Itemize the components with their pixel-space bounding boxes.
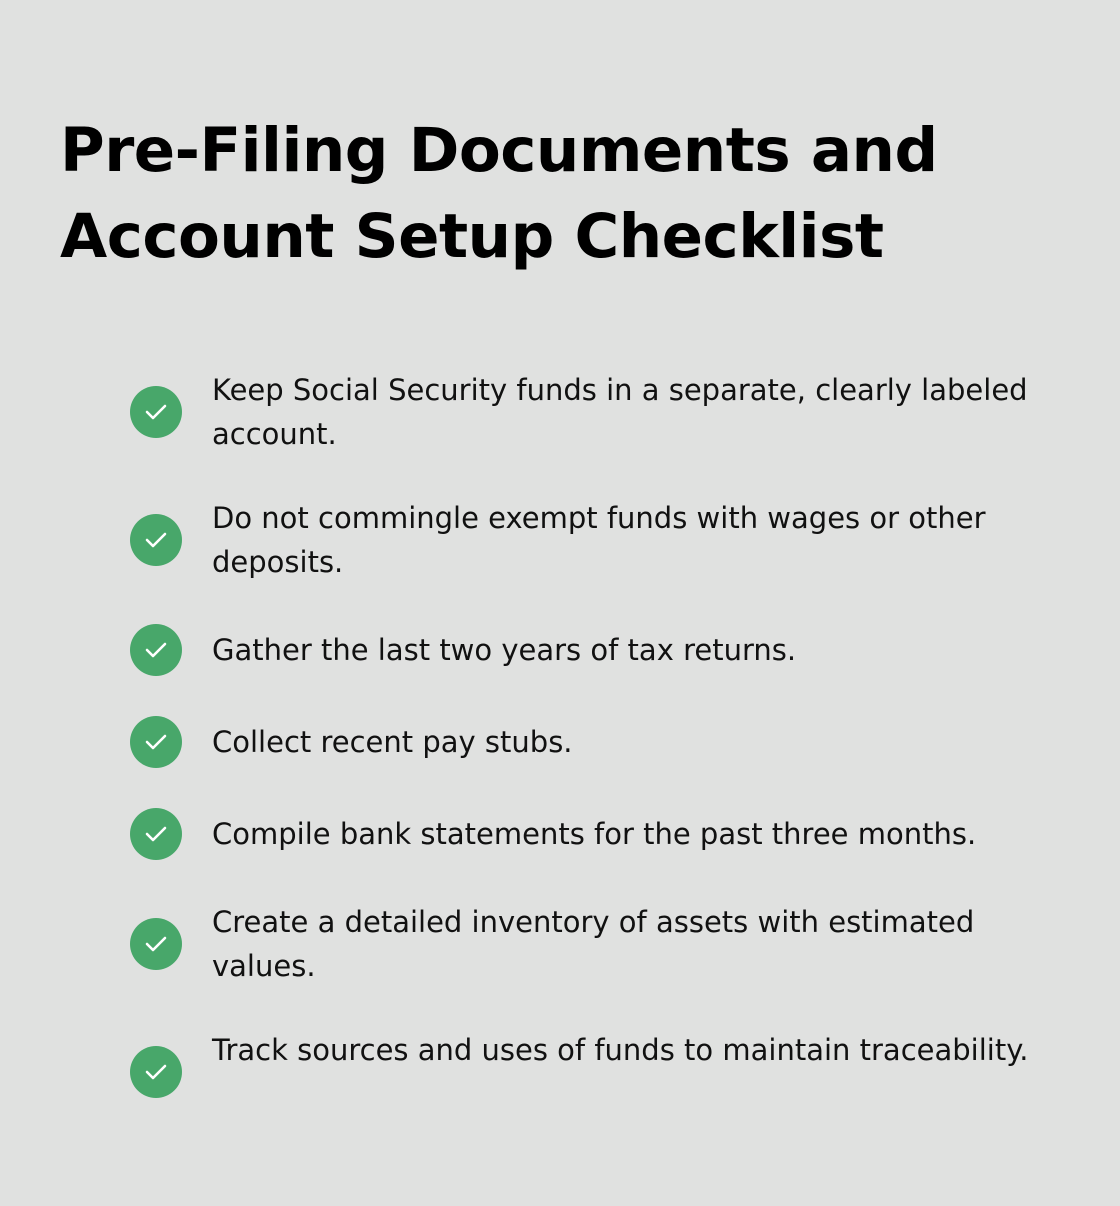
- check-icon: [130, 716, 182, 768]
- check-icon: [130, 624, 182, 676]
- check-icon: [130, 514, 182, 566]
- checklist-item-text: Gather the last two years of tax returns.: [212, 633, 797, 667]
- checklist-item-text: Do not commingle exempt funds with wages or other deposits.: [212, 501, 986, 579]
- check-icon: [130, 1046, 182, 1098]
- checklist-item-text: Create a detailed inventory of assets with estimated values.: [212, 905, 975, 983]
- checklist-item-text: Compile bank statements for the past three months.: [212, 817, 977, 851]
- check-icon: [130, 386, 182, 438]
- checklist-item-text: Track sources and uses of funds to maintain traceability.: [212, 1033, 1029, 1067]
- checklist-item-text: Collect recent pay stubs.: [212, 725, 573, 759]
- check-icon: [130, 808, 182, 860]
- check-icon: [130, 918, 182, 970]
- checklist-item-text: Keep Social Security funds in a separate, clearly labeled account.: [212, 373, 1028, 451]
- page-title: Pre-Filing Documents and Account Setup Checklist: [60, 115, 938, 272]
